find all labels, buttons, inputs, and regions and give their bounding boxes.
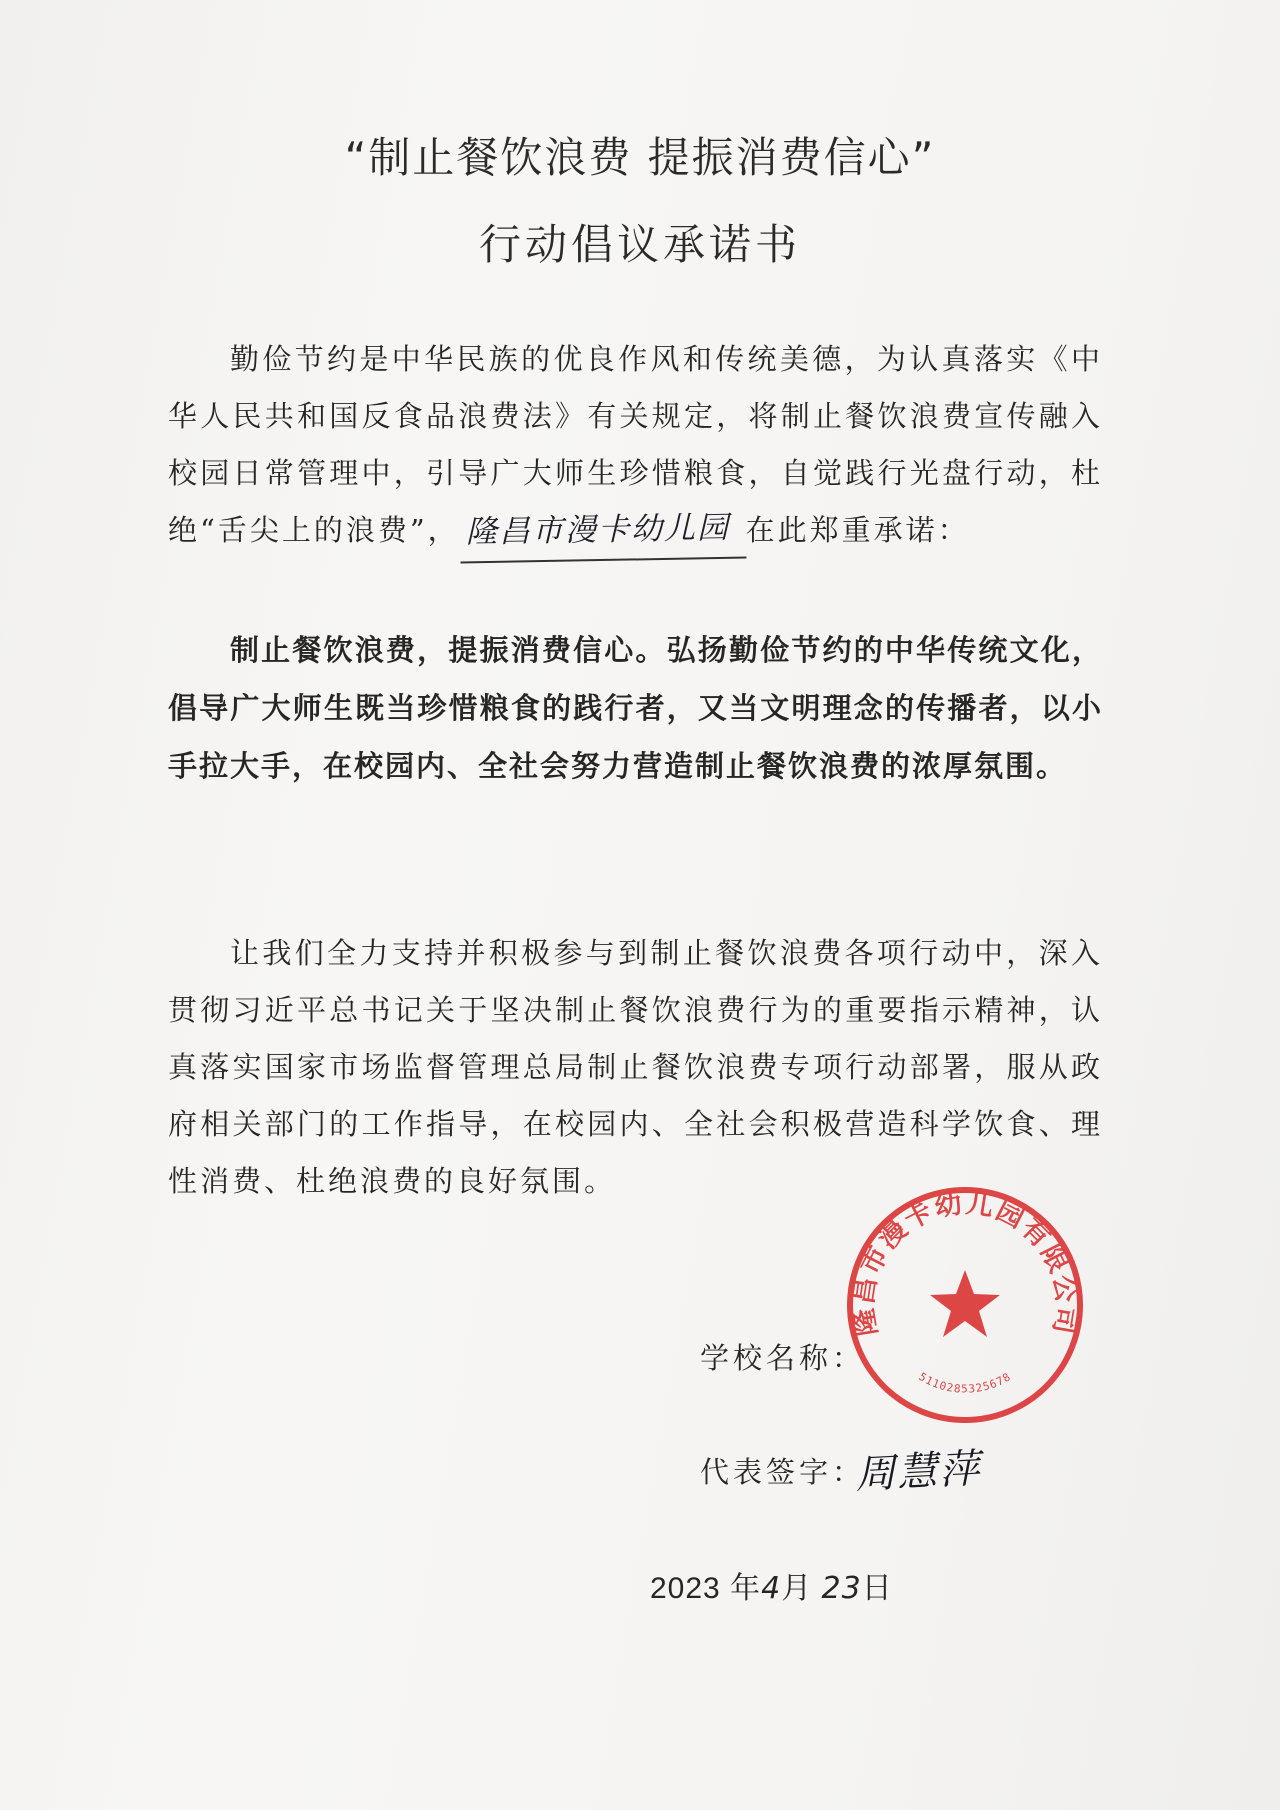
representative-signature-label: 代表签字： [700,1455,866,1489]
date-year: 2023 [650,1572,721,1605]
company-seal-stamp [840,1180,1090,1430]
pledge-text: 制止餐饮浪费，提振消费信心。弘扬勤俭节约的中华传统文化，倡导广大师生既当珍惜粮食的践行者，又当文明理念的传播者，以小手拉大手，在校园内、全社会努力营造制止餐饮浪费的浓厚氛围。 [168,633,1103,783]
svg-text:5110285325678: 5110285325678 [916,1370,1014,1396]
document-title-line2: 行动倡议承诺书 [478,220,801,269]
document-title-line1: “制止餐饮浪费 提振消费信心” [344,133,936,182]
svg-text:隆昌市漫卡幼儿园有限公司: 隆昌市漫卡幼儿园有限公司 [848,1187,1082,1339]
handwritten-signature: 周慧萍 [854,1445,983,1499]
handwritten-school-name: 隆昌市漫卡幼儿园 [459,500,746,564]
date-day-unit: 日 [861,1572,893,1605]
paragraph-intro [168,331,1103,561]
school-name-label: 学校名称： [700,1341,866,1375]
date-month: 4 [761,1571,782,1606]
date-year-unit: 年 [730,1572,762,1605]
date-month-unit: 月 [781,1572,813,1605]
support-text: 让我们全力支持并积极参与到制止餐饮浪费各项行动中，深入贯彻习近平总书记关于坚决制止餐饮浪费行为的重要指示精神，认真落实国家市场监督管理总局制止餐饮浪费专项行动部署，服从政府相关部门的工作指导，在校园内、全社会积极营造科学饮食、理性消费、杜绝浪费的良好氛围。 [168,936,1103,1198]
date-day: 23 [821,1571,862,1606]
paragraph-pledge [168,621,1103,795]
intro-text: 勤俭节约是中华民族的优良作风和传统美德，为认真落实《中华人民共和国反食品浪费法》有关规定，将制止餐饮浪费宣传融入校园日常管理中，引导广大师生珍惜粮食，自觉践行光盘行动，杜绝“舌尖上的浪费”， [168,342,1103,547]
intro-tail: 在此郑重承诺： [745,513,970,547]
document-date [650,1563,893,1607]
paragraph-support [168,925,1103,1210]
